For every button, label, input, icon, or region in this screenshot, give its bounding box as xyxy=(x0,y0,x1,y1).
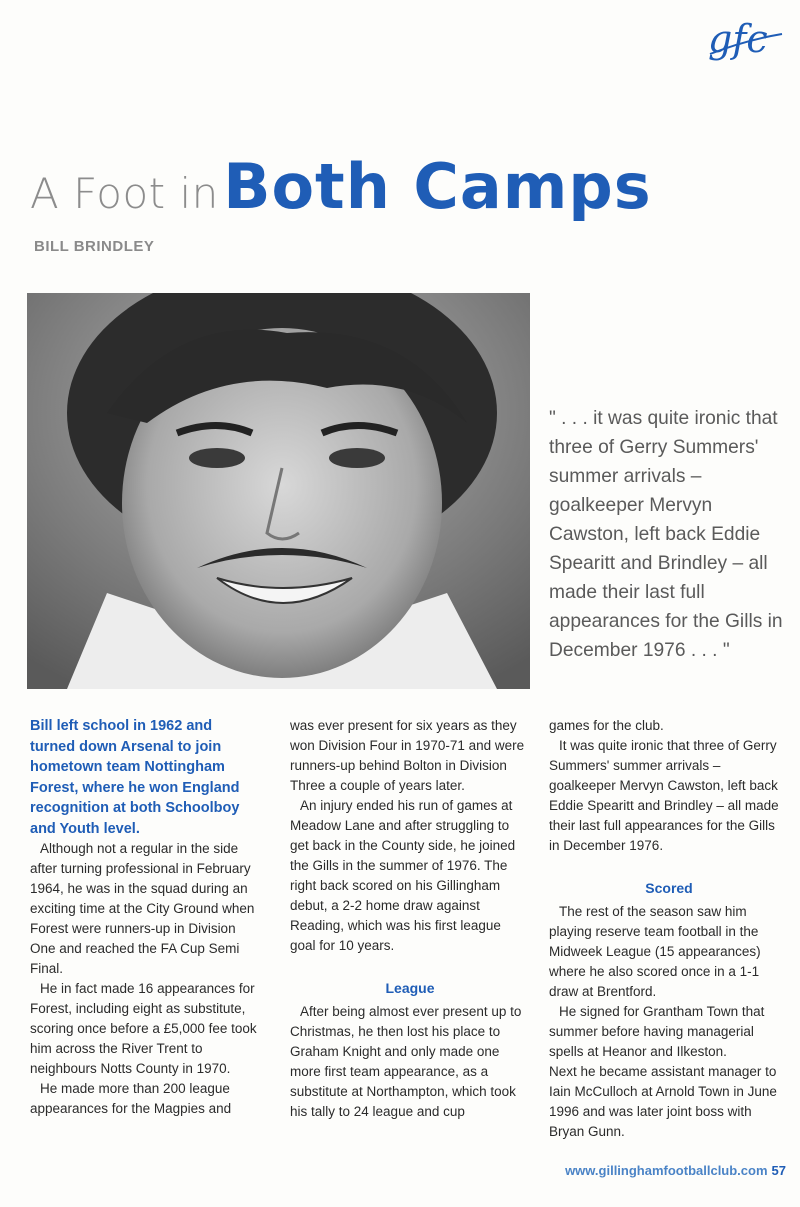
article-column-2 xyxy=(290,716,530,1122)
byline: BILL BRINDLEY xyxy=(34,238,155,255)
body-paragraph: He in fact made 16 appearances for Forest, including eight as substitute, scoring once before a £5,000 fee took him across the River Trent to neighbours Notts County in 1970. xyxy=(30,981,257,1076)
section-heading-scored: Scored xyxy=(645,880,693,896)
body-paragraph: He made more than 200 league appearances for the Magpies and xyxy=(30,1081,232,1116)
page-number: 57 xyxy=(771,1163,786,1178)
pull-quote: " . . . it was quite ironic that three of Gerry Summers' summer arrivals – goalkeeper Mervyn Cawston, left back Eddie Spearitt and Brindley – all made their last full appearances for the Gills in December 1976 . . . " xyxy=(549,408,783,661)
body-paragraph: An injury ended his run of games at Meadow Lane and after struggling to get back in the County side, he joined the Gills in the summer of 1976. The right back scored on his Gillingham debut, a 2-2 home draw against Reading, which was his first league goal for 10 years. xyxy=(290,798,516,953)
player-portrait-photo xyxy=(27,293,530,689)
title-light-part: A Foot in xyxy=(30,169,219,218)
body-paragraph: Although not a regular in the side after turning professional in February 1964, he was in the squad during an exciting time at the City Ground when Forest were runners-up in Division One and reached the FA Cup Semi Final. xyxy=(30,841,255,976)
page-footer xyxy=(565,1163,786,1178)
body-paragraph: games for the club. xyxy=(549,718,664,733)
body-paragraph: The rest of the season saw him playing reserve team football in the Midweek League (15 appearances) where he also scored once in a 1-1 draw at Brentford. xyxy=(549,904,761,999)
title-bold-part: Both Camps xyxy=(223,150,652,223)
body-paragraph: was ever present for six years as they won Division Four in 1970-71 and were runners-up behind Bolton in Division Three a couple of years later. xyxy=(290,718,525,793)
article-column-1 xyxy=(30,716,260,1119)
section-heading-league: League xyxy=(385,980,435,996)
footer-url[interactable]: www.gillinghamfootballclub.com xyxy=(565,1163,768,1178)
body-paragraph: It was quite ironic that three of Gerry Summers' summer arrivals – goalkeeper Mervyn Cawston, left back Eddie Spearitt and Brindley – all made their last full appearances for the Gills in December 1976. xyxy=(549,738,779,853)
club-logo-icon xyxy=(706,14,786,66)
body-paragraph: After being almost ever present up to Christmas, he then lost his place to Graham Knight and only made one more first team appearance, as a substitute at Northampton, which took his tally to 24 league and cup xyxy=(290,1004,522,1119)
article-column-3 xyxy=(549,716,789,1142)
body-paragraph: Next he became assistant manager to Iain McCulloch at Arnold Town in June 1996 and was later joint boss with Bryan Gunn. xyxy=(549,1064,777,1139)
article-title xyxy=(30,150,652,223)
lead-paragraph: Bill left school in 1962 and turned down Arsenal to join hometown team Nottingham Forest, where he won England recognition at both Schoolboy and Youth level. xyxy=(30,718,240,837)
svg-text:gfc: gfc xyxy=(708,17,768,61)
body-paragraph: He signed for Grantham Town that summer before having managerial spells at Heanor and Ilkeston. xyxy=(549,1004,765,1059)
